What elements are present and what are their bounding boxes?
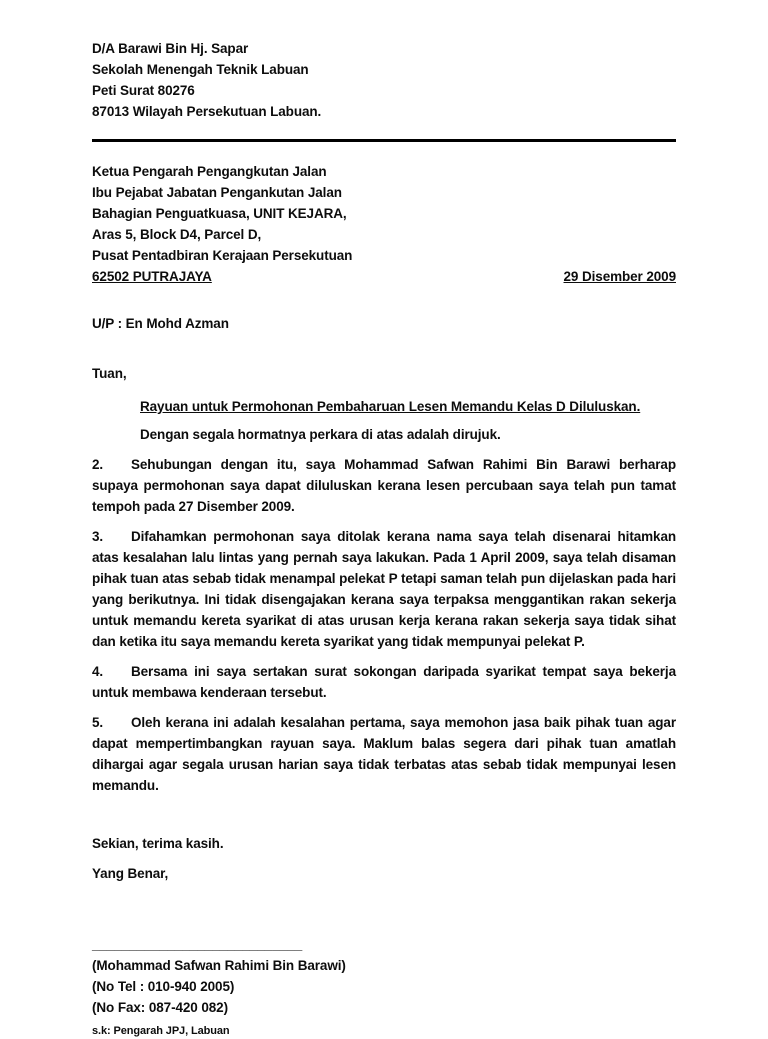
recipient-city: 62502 PUTRAJAYA — [92, 269, 212, 284]
closing-thanks: Sekian, terima kasih. — [92, 836, 224, 851]
recipient-line: Bahagian Penguatkuasa, UNIT KEJARA, — [92, 206, 347, 221]
paragraph-number: 5. — [92, 715, 104, 730]
paragraph-4 — [92, 661, 676, 703]
sender-line: D/A Barawi Bin Hj. Sapar — [92, 41, 249, 56]
signatory-tel: (No Tel : 010-940 2005) — [92, 979, 235, 994]
paragraph-text: Difahamkan permohonan saya ditolak kerana nama saya telah disenarai hitamkan atas kesalahan lalu lintas yang pernah saya lakukan. Pada 1 April 2009, saya telah disaman pihak tuan atas sebab tidak menampal pelekat P tetapi saman telah pun dijelaskan pada hari yang berikutnya. Ini tidak disengajakan kerana saya terpaksa menggantikan rakan sekerja untuk memandu kereta syarikat di atas urusan kerja kerana rakan sekerja saya tidak sihat dan ketika itu saya memandu kereta syarikat yang tidak mempunyai pelekat P. — [92, 529, 676, 649]
paragraph-number: 4. — [92, 664, 104, 679]
sender-line: Sekolah Menengah Teknik Labuan — [92, 62, 309, 77]
signature-line: ____________________________ — [92, 937, 303, 952]
paragraph-text: Sehubungan dengan itu, saya Mohammad Safwan Rahimi Bin Barawi berharap supaya permohonan saya dapat diluluskan kerana lesen percubaan saya telah pun tamat tempoh pada 27 Disember 2009. — [92, 457, 676, 514]
sender-line: Peti Surat 80276 — [92, 83, 195, 98]
city-date-row — [92, 266, 676, 287]
signatory-fax: (No Fax: 087-420 082) — [92, 1000, 228, 1015]
recipient-line: Ibu Pejabat Jabatan Pengankutan Jalan — [92, 185, 342, 200]
sender-address — [92, 38, 676, 122]
signatory-name: (Mohammad Safwan Rahimi Bin Barawi) — [92, 958, 346, 973]
recipient-line: Aras 5, Block D4, Parcel D, — [92, 227, 262, 242]
intro-line: Dengan segala hormatnya perkara di atas adalah dirujuk. — [140, 427, 501, 442]
paragraph-5 — [92, 712, 676, 796]
sender-line: 87013 Wilayah Persekutuan Labuan. — [92, 104, 322, 119]
letter-date: 29 Disember 2009 — [563, 269, 676, 284]
recipient-line: Pusat Pentadbiran Kerajaan Persekutuan — [92, 248, 353, 263]
closing-signoff: Yang Benar, — [92, 866, 169, 881]
divider-rule — [92, 139, 676, 142]
salutation: Tuan, — [92, 366, 127, 381]
recipient-address — [92, 161, 676, 287]
paragraph-number: 2. — [92, 457, 104, 472]
cc-line: s.k: Pengarah JPJ, Labuan — [92, 1025, 230, 1037]
paragraph-2 — [92, 454, 676, 517]
paragraph-3 — [92, 526, 676, 652]
subject-line: Rayuan untuk Permohonan Pembaharuan Lesen Memandu Kelas D Diluluskan. — [140, 399, 641, 414]
attention-line: U/P : En Mohd Azman — [92, 316, 229, 331]
paragraph-text: Bersama ini saya sertakan surat sokongan daripada syarikat tempat saya bekerja untuk membawa kenderaan tersebut. — [92, 664, 676, 700]
paragraph-number: 3. — [92, 529, 104, 544]
recipient-line: Ketua Pengarah Pengangkutan Jalan — [92, 164, 327, 179]
paragraph-text: Oleh kerana ini adalah kesalahan pertama, saya memohon jasa baik pihak tuan agar dapat mempertimbangkan rayuan saya. Maklum balas segera dari pihak tuan amatlah dihargai agar segala urusan harian saya tidak terbatas atas sebab tidak mempunyai lesen memandu. — [92, 715, 676, 793]
